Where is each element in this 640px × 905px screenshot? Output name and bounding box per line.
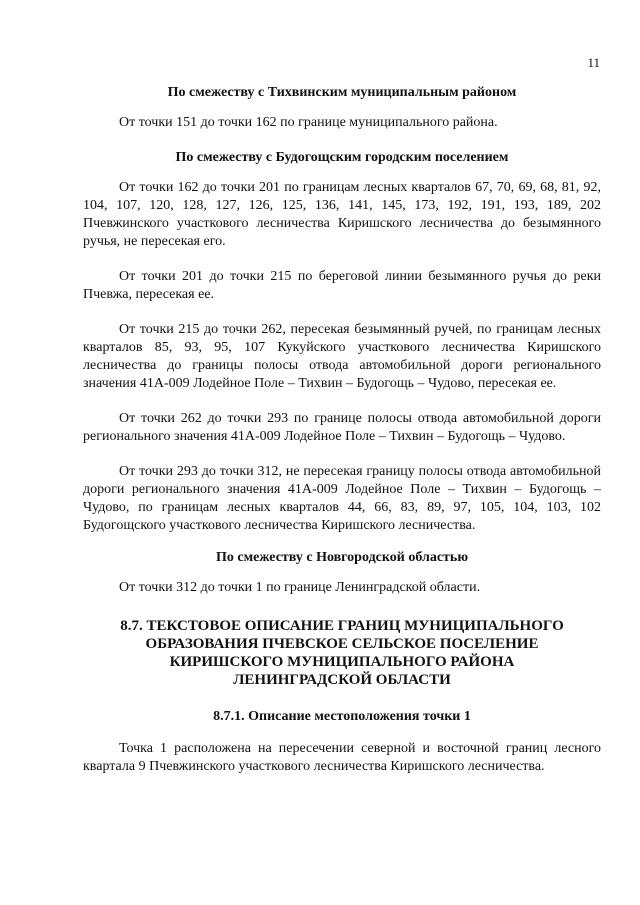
budogoshch-paragraph-3: От точки 215 до точки 262, пересекая безымянный ручей, по границам лесных кварталов 85, 93, 95, 107 Кукуйского участкового лесничества Киришского лесничества до границы полосы отвода автомобильной дороги регионального значения 41А-009 Лодейное Поле – Тихвин – Будогощь – Чудово, пересекая ее. [83,322,601,391]
budogoshch-paragraph-5: От точки 293 до точки 312, не пересекая границу полосы отвода автомобильной дороги регионального значения 41А-009 Лодейное Поле – Тихвин – Будогощь – Чудово, по границам лесных кварталов 44, 66, 83, 89, 97, 105, 104, 103, 102 Будогощского участкового лесничества Киришского лесничества. [83,464,601,533]
section-8-7-heading-line-2: ОБРАЗОВАНИЯ ПЧЕВСКОЕ СЕЛЬСКОЕ ПОСЕЛЕНИЕ [145,636,539,652]
budogoshch-heading: По смежеству с Будогощским городским поселением [175,150,509,165]
section-8-7-heading-line-3: КИРИШСКОГО МУНИЦИПАЛЬНОГО РАЙОНА [169,654,515,670]
novgorod-heading: По смежеству с Новгородской областью [215,550,469,565]
section-8-7-heading [83,617,601,689]
section-8-7-1-paragraph: Точка 1 расположена на пересечении северной и восточной границ лесного квартала 9 Пчевжинского участкового лесничества Киришского лесничества. [83,741,601,774]
tikhvin-paragraph: От точки 151 до точки 162 по границе муниципального района. [119,115,498,130]
tikhvin-heading: По смежеству с Тихвинским муниципальным районом [167,85,517,100]
section-8-7-1-heading: 8.7.1. Описание местоположения точки 1 [213,709,471,724]
page-number: 11 [587,55,600,70]
budogoshch-paragraph-1: От точки 162 до точки 201 по границам лесных кварталов 67, 70, 69, 68, 81, 92, 104, 107, 120, 128, 127, 126, 125, 136, 141, 145, 173, 192, 191, 193, 189, 202 Пчевжинского участкового лесничества Киришского лесничества до безымянного ручья, не пересекая его. [83,180,601,249]
section-8-7-heading-line-1: 8.7. ТЕКСТОВОЕ ОПИСАНИЕ ГРАНИЦ МУНИЦИПАЛЬНОГО [120,618,564,634]
document-body [83,84,601,793]
novgorod-paragraph: От точки 312 до точки 1 по границе Ленинградской области. [119,580,481,595]
budogoshch-paragraph-2: От точки 201 до точки 215 по береговой линии безымянного ручья до реки Пчевжа, пересекая ее. [83,269,601,302]
section-8-7-heading-line-4: ЛЕНИНГРАДСКОЙ ОБЛАСТИ [233,672,451,688]
budogoshch-paragraph-4: От точки 262 до точки 293 по границе полосы отвода автомобильной дороги регионального значения 41А-009 Лодейное Поле – Тихвин – Будогощь – Чудово. [83,411,601,444]
